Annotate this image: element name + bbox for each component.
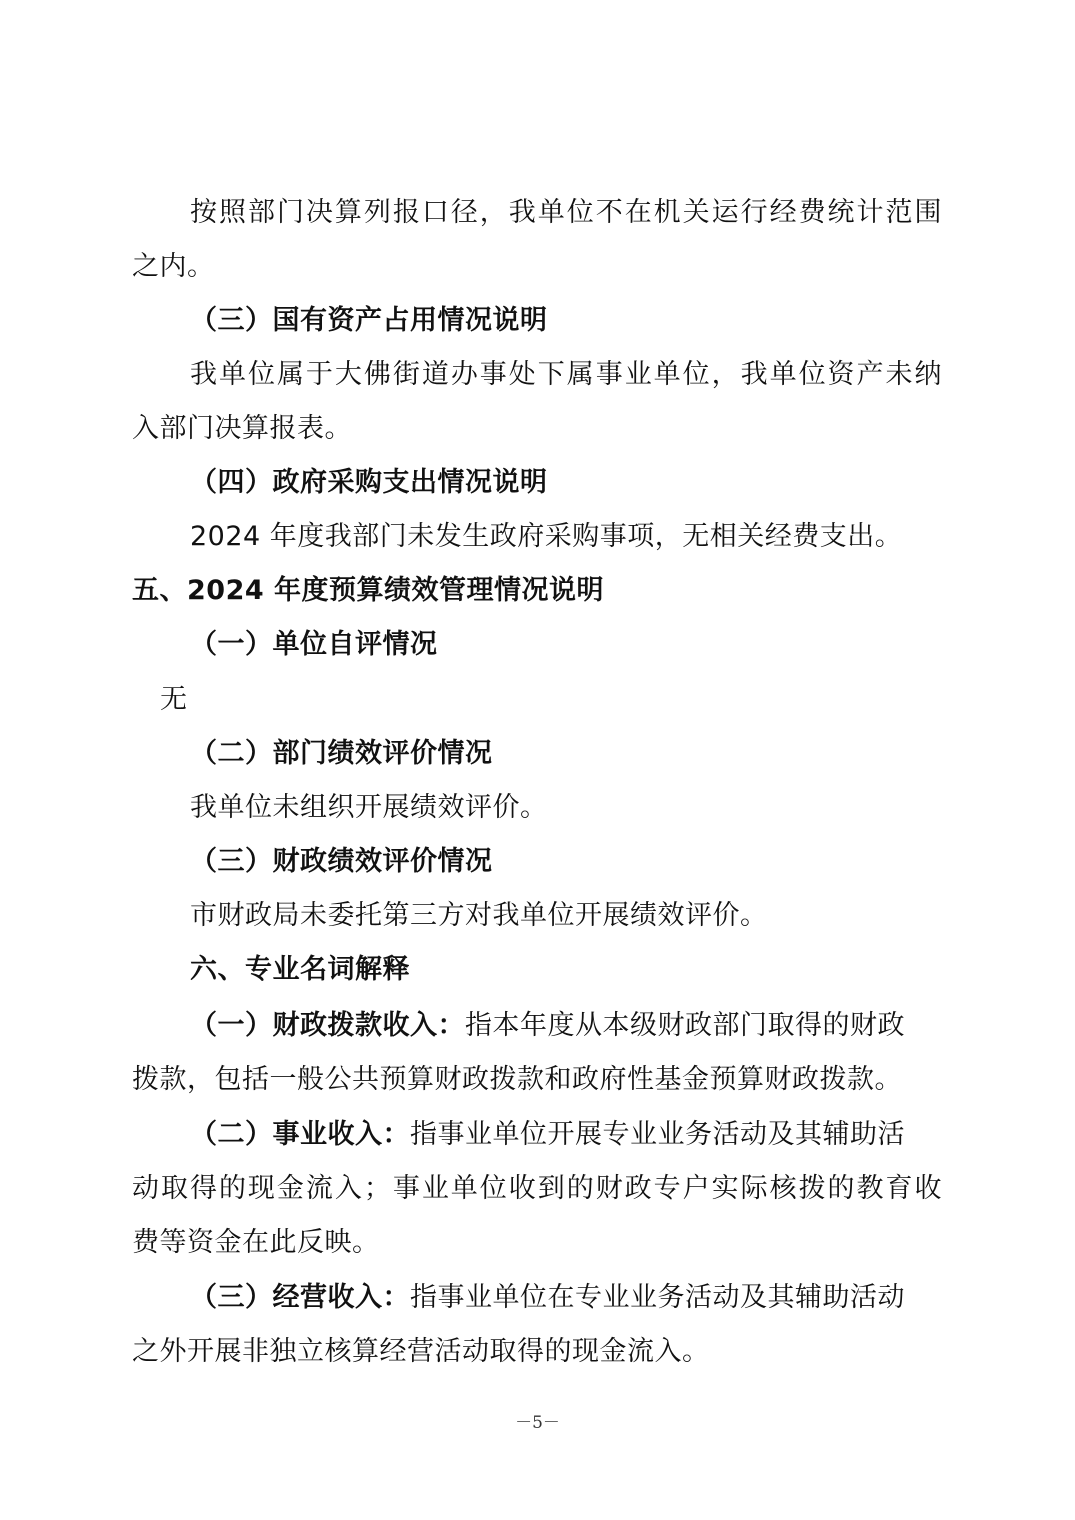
section-heading-5: 五、2024 年度预算绩效管理情况说明	[132, 575, 605, 606]
paragraph-line: 动取得的现金流入；事业单位收到的财政专户实际核拨的教育收	[132, 1173, 942, 1204]
paragraph-line: 市财政局未委托第三方对我单位开展绩效评价。	[190, 900, 768, 931]
paragraph-line: 按照部门决算列报口径，我单位不在机关运行经费统计范围	[190, 197, 942, 228]
term-line	[190, 1008, 942, 1044]
subheading-finance-eval: （三）财政绩效评价情况	[190, 846, 493, 877]
term-definition: 指事业单位在专业业务活动及其辅助活动	[410, 1282, 905, 1313]
paragraph-line: 我单位未组织开展绩效评价。	[190, 792, 548, 823]
subheading-purchase: （四）政府采购支出情况说明	[190, 467, 548, 498]
term-line	[190, 1117, 942, 1153]
term-label: （一）财政拨款收入：	[190, 1010, 465, 1041]
subheading-self-eval: （一）单位自评情况	[190, 629, 438, 660]
paragraph-line: 拨款，包括一般公共预算财政拨款和政府性基金预算财政拨款。	[132, 1064, 902, 1095]
term-label: （三）经营收入：	[190, 1282, 410, 1313]
paragraph-line: 无	[160, 684, 188, 715]
paragraph-line: 入部门决算报表。	[132, 413, 352, 444]
paragraph-line: 我单位属于大佛街道办事处下属事业单位，我单位资产未纳	[190, 359, 942, 390]
paragraph-line: 费等资金在此反映。	[132, 1227, 380, 1258]
term-definition: 指事业单位开展专业业务活动及其辅助活	[410, 1119, 905, 1150]
section-heading-6: 六、专业名词解释	[190, 954, 410, 985]
paragraph-line: 2024 年度我部门未发生政府采购事项，无相关经费支出。	[190, 521, 903, 552]
term-definition: 指本年度从本级财政部门取得的财政	[465, 1010, 905, 1041]
subheading-dept-eval: （二）部门绩效评价情况	[190, 738, 493, 769]
term-label: （二）事业收入：	[190, 1119, 410, 1150]
term-line	[190, 1280, 942, 1316]
paragraph-line: 之外开展非独立核算经营活动取得的现金流入。	[132, 1336, 710, 1367]
subheading-asset: （三）国有资产占用情况说明	[190, 305, 548, 336]
paragraph-line: 之内。	[132, 251, 215, 282]
page-number: －5－	[515, 1413, 560, 1433]
